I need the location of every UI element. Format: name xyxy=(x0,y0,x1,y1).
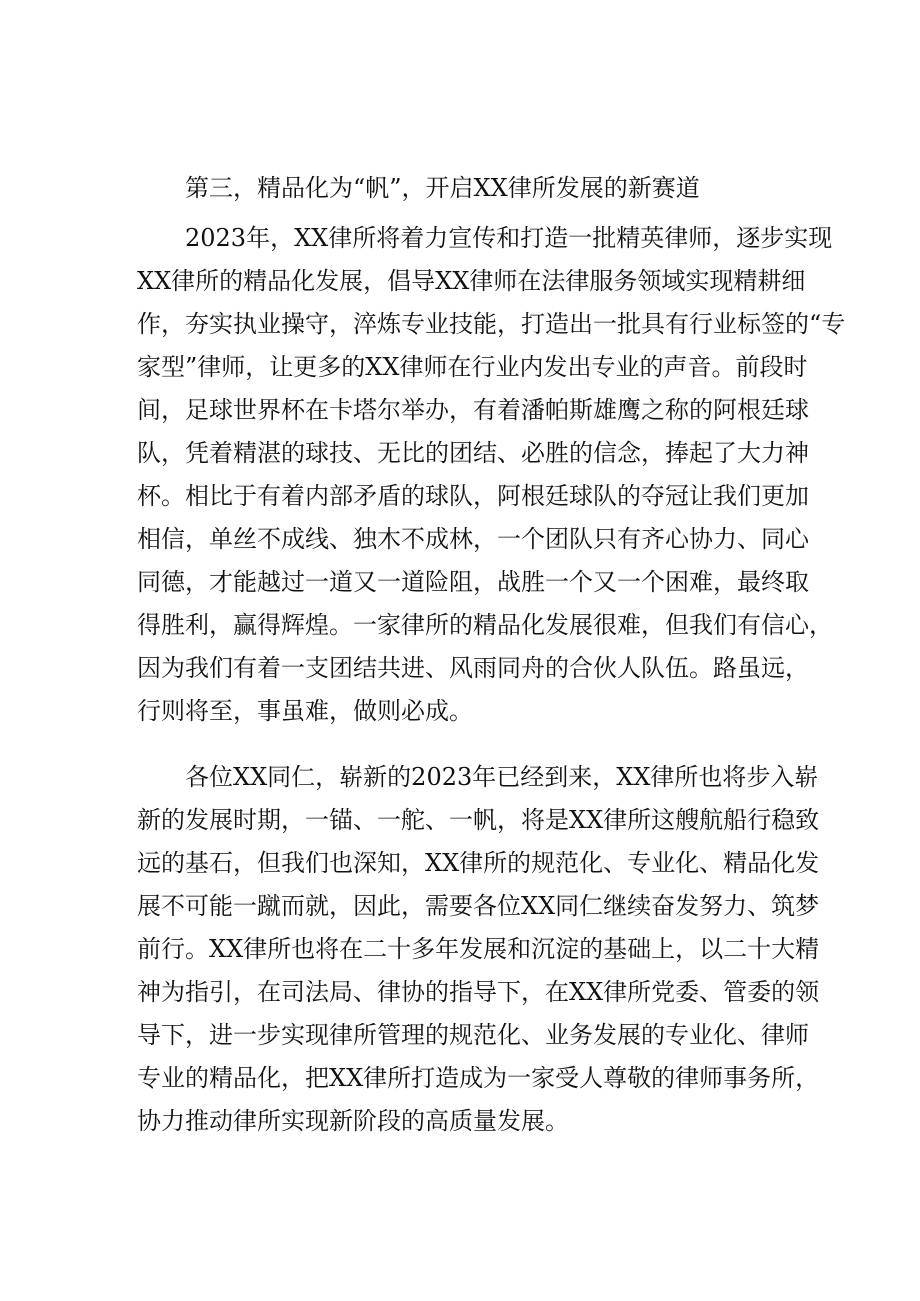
paragraph-1-line-6: 队，凭着精湛的球技、无比的团结、必胜的信念，捧起了大力神 xyxy=(137,439,809,467)
paragraph-1-line-2: XX律所的精品化发展，倡导XX律师在法律服务领域实现精耕细 xyxy=(137,267,806,295)
paragraph-1-line-3: 作，夯实执业操守，淬炼专业技能，打造出一批具有行业标签的“专 xyxy=(137,310,846,338)
section-heading: 第三，精品化为“帆”，开启XX律所发展的新赛道 xyxy=(185,174,700,202)
paragraph-2-line-1: 各位XX同仁，崭新的2023年已经到来，XX律所也将步入崭 xyxy=(185,763,819,791)
paragraph-2-line-7: 导下，进一步实现律所管理的规范化、业务发展的专业化、律师 xyxy=(137,1021,809,1049)
paragraph-2-line-3: 远的基石，但我们也深知，XX律所的规范化、专业化、精品化发 xyxy=(137,849,820,877)
paragraph-2-line-2: 新的发展时期，一锚、一舵、一帆，将是XX律所这艘航船行稳致 xyxy=(137,806,820,834)
paragraph-1-line-1: 2023年，XX律所将着力宣传和打造一批精英律师，逐步实现 xyxy=(185,224,833,252)
paragraph-1-line-5: 间，足球世界杯在卡塔尔举办，有着潘帕斯雄鹰之称的阿根廷球 xyxy=(137,396,809,424)
paragraph-2-line-4: 展不可能一蹴而就，因此，需要各位XX同仁继续奋发努力、筑梦 xyxy=(137,892,820,920)
paragraph-2-line-9: 协力推动律所实现新阶段的高质量发展。 xyxy=(137,1107,569,1135)
paragraph-2-line-8: 专业的精品化，把XX律所打造成为一家受人尊敬的律师事务所， xyxy=(137,1064,820,1092)
paragraph-1-line-12: 行则将至，事虽难，做则必成。 xyxy=(137,697,473,725)
paragraph-1-line-10: 得胜利，赢得辉煌。一家律所的精品化发展很难，但我们有信心， xyxy=(137,611,833,639)
paragraph-1-line-4: 家型”律师，让更多的XX律师在行业内发出专业的声音。前段时 xyxy=(137,353,808,381)
paragraph-2-line-6: 神为指引，在司法局、律协的指导下，在XX律所党委、管委的领 xyxy=(137,978,820,1006)
paragraph-1-line-9: 同德，才能越过一道又一道险阻，战胜一个又一个困难，最终取 xyxy=(137,568,809,596)
paragraph-1-line-11: 因为我们有着一支团结共进、风雨同舟的合伙人队伍。路虽远， xyxy=(137,654,809,682)
paragraph-1-line-7: 杯。相比于有着内部矛盾的球队，阿根廷球队的夺冠让我们更加 xyxy=(137,482,809,510)
paragraph-2-line-5: 前行。XX律所也将在二十多年发展和沉淀的基础上，以二十大精 xyxy=(137,935,820,963)
paragraph-1-line-8: 相信，单丝不成线、独木不成林，一个团队只有齐心协力、同心 xyxy=(137,525,809,553)
